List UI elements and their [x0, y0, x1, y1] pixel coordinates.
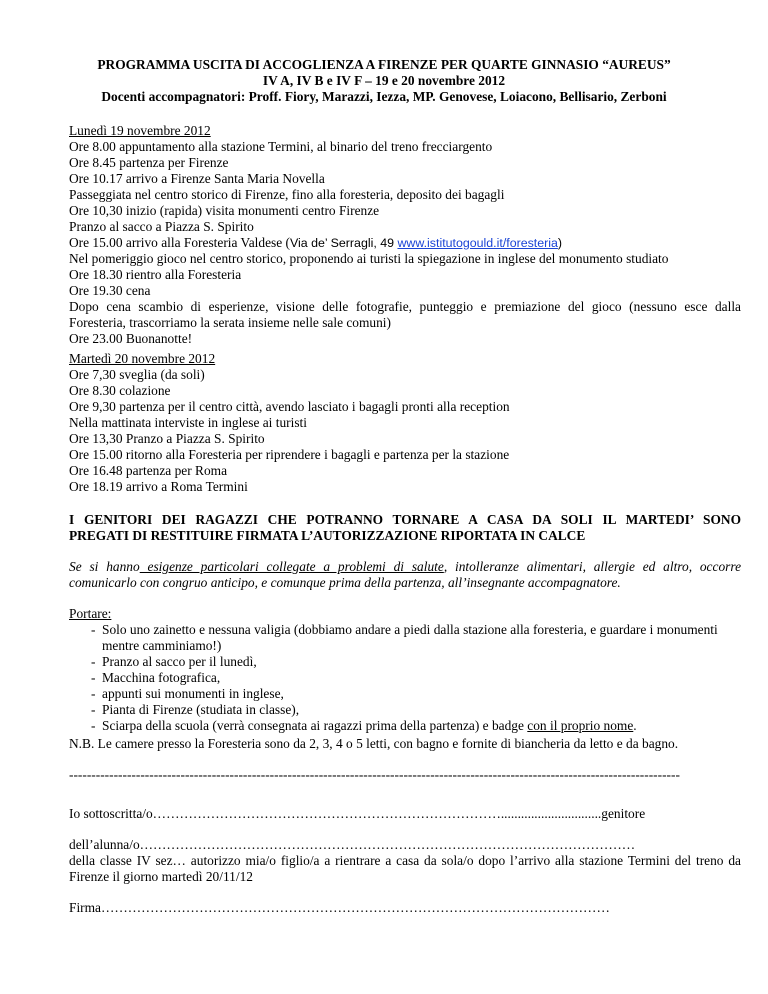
health-suffix: , intolleranze alimentari, allergie ed altro, occorre: [443, 559, 742, 574]
day2-title: Martedì 20 novembre 2012: [69, 351, 216, 366]
list-dash: -: [91, 686, 96, 701]
bring-section: [69, 606, 741, 734]
day2-line: Ore 16.48 partenza per Roma: [69, 463, 228, 478]
bring-title: Portare:: [69, 606, 112, 621]
signature-field[interactable]: Firma……………………………………………………………………………………………………: [69, 900, 610, 915]
day1-goodnight: Ore 23.00 Buonanotte!: [69, 331, 193, 346]
health-notice: [69, 559, 741, 591]
list-dash: -: [91, 654, 96, 669]
day1-line: Ore 8.45 partenza per Firenze: [69, 155, 229, 170]
day1-after-dinner-line2: Foresteria, trascorriamo la serata insieme nelle sale comuni): [69, 315, 391, 330]
day2-line: Ore 7,30 sveglia (da soli): [69, 367, 205, 382]
day2-line: Ore 13,30 Pranzo a Piazza S. Spirito: [69, 431, 265, 446]
bring-item-text: [102, 718, 741, 734]
day1-title: Lunedì 19 novembre 2012: [69, 123, 211, 138]
scarf-underlined-text: con il proprio nome: [527, 718, 634, 733]
form-parent-name-field[interactable]: Io sottoscritta/o……………………………………………………………………..............................genitore: [69, 806, 646, 821]
parents-notice-line2: PREGATI DI RESTITUIRE FIRMATA L’AUTORIZZAZIONE RIPORTATA IN CALCE: [69, 528, 586, 543]
authorization-form-body: [69, 837, 741, 885]
day1-line: Ore 10.17 arrivo a Firenze Santa Maria Novella: [69, 171, 325, 186]
bring-list-item: [69, 686, 741, 702]
health-underlined-text: esigenze particolari collegate a problemi di salute: [139, 559, 444, 574]
bring-list-item: [69, 702, 741, 718]
bring-item-text: Macchina fotografica,: [102, 670, 221, 685]
day2-line: Ore 15.00 ritorno alla Foresteria per riprendere i bagagli e partenza per la stazione: [69, 447, 510, 462]
parents-notice-line1: I GENITORI DEI RAGAZZI CHE POTRANNO TORNARE A CASA DA SOLI IL MARTEDI’ SONO: [69, 512, 741, 527]
signature-block: [69, 900, 741, 916]
day1-line: Ore 8.00 appuntamento alla stazione Termini, al binario del treno frecciargento: [69, 139, 493, 154]
day1-line: Ore 19.30 cena: [69, 283, 151, 298]
day2-line: Ore 9,30 partenza per il centro città, avendo lasciato i bagagli pronti alla reception: [69, 399, 510, 414]
day2-section: [69, 351, 741, 495]
authorization-form: [69, 806, 741, 822]
bring-item-text: Solo uno zainetto e nessuna valigia (dobbiamo andare a piedi dalla stazione alla foresteria, e guardare i monumenti: [102, 622, 718, 637]
health-prefix: Se si hanno: [69, 559, 140, 574]
list-dash: -: [91, 702, 96, 717]
document-subtitle-teachers: Docenti accompagnatori: Proff. Fiory, Marazzi, Iezza, MP. Genovese, Loiacono, Bellisario, Zerboni: [101, 89, 667, 104]
document-subtitle-classes: IV A, IV B e IV F – 19 e 20 novembre 2012: [262, 73, 506, 88]
list-dash: -: [91, 718, 96, 733]
health-notice-line2: comunicarlo con congruo anticipo, e comunque prima della partenza, all’insegnante accompagnatore.: [69, 575, 621, 590]
separator-dashes: -----------------------------------------------------------------------------------------------------------------------------------------: [69, 767, 680, 782]
rooms-note-text: N.B. Le camere presso la Foresteria sono da 2, 3, 4 o 5 letti, con bagno e fornite di biancheria da letto e da bagno.: [69, 736, 679, 751]
rooms-note: [69, 736, 741, 752]
form-authorization-line2: Firenze il giorno martedì 20/11/12: [69, 869, 253, 884]
parents-notice: [69, 512, 741, 544]
cut-line-separator: [69, 767, 741, 783]
day1-line: Ore 10,30 inizio (rapida) visita monumenti centro Firenze: [69, 203, 380, 218]
document-title: PROGRAMMA USCITA DI ACCOGLIENZA A FIRENZE PER QUARTE GINNASIO “AUREUS”: [97, 57, 671, 72]
bring-item-text: appunti sui monumenti in inglese,: [102, 686, 284, 701]
day1-foresteria-line: [69, 235, 741, 251]
scarf-period: .: [633, 718, 637, 733]
list-dash: -: [91, 670, 96, 685]
form-authorization-line1: della classe IV sez… autorizzo mia/o figlio/a a rientrare a casa da sola/o dopo l’arrivo alla stazione Termini del treno da: [69, 853, 741, 868]
foresteria-arrival-text: Ore 15.00 arrivo alla Foresteria Valdese (: [69, 235, 290, 250]
bring-list-item: [69, 670, 741, 686]
bring-item-text: mentre camminiamo!): [102, 638, 222, 653]
day1-line: Passeggiata nel centro storico di Firenze, fino alla foresteria, deposito dei bagagli: [69, 187, 505, 202]
bring-list: [69, 622, 741, 734]
day1-line: Nel pomeriggio gioco nel centro storico, proponendo ai turisti la spiegazione in inglese del monumento studiato: [69, 251, 669, 266]
bring-list-item: [69, 718, 741, 734]
foresteria-close-paren: ): [557, 236, 563, 250]
day1-line: Ore 18.30 rientro alla Foresteria: [69, 267, 242, 282]
bring-list-item: [69, 622, 741, 654]
day1-line: Pranzo al sacco a Piazza S. Spirito: [69, 219, 254, 234]
bring-item-text: Pianta di Firenze (studiata in classe),: [102, 702, 300, 717]
scarf-text: Sciarpa della scuola (verrà consegnata ai ragazzi prima della partenza) e badge: [102, 718, 528, 733]
bring-item-text: Pranzo al sacco per il lunedì,: [102, 654, 257, 669]
form-student-name-field[interactable]: dell’alunna/o…………………………………………………………………………………………………: [69, 837, 636, 852]
day1-after-dinner-line1: Dopo cena scambio di esperienze, visione delle fotografie, punteggio e premiazione del gioco (nessuno esce dalla: [69, 299, 741, 314]
health-notice-line1: [69, 559, 741, 575]
foresteria-website-link[interactable]: www.istitutogould.it/foresteria: [397, 236, 558, 250]
list-dash: -: [91, 622, 96, 637]
day2-line: Nella mattinata interviste in inglese ai turisti: [69, 415, 307, 430]
day2-line: Ore 18.19 arrivo a Roma Termini: [69, 479, 248, 494]
day1-section: [69, 123, 741, 347]
day2-line: Ore 8.30 colazione: [69, 383, 171, 398]
foresteria-address: Via de’ Serragli, 49: [290, 236, 398, 250]
bring-list-item: [69, 654, 741, 670]
